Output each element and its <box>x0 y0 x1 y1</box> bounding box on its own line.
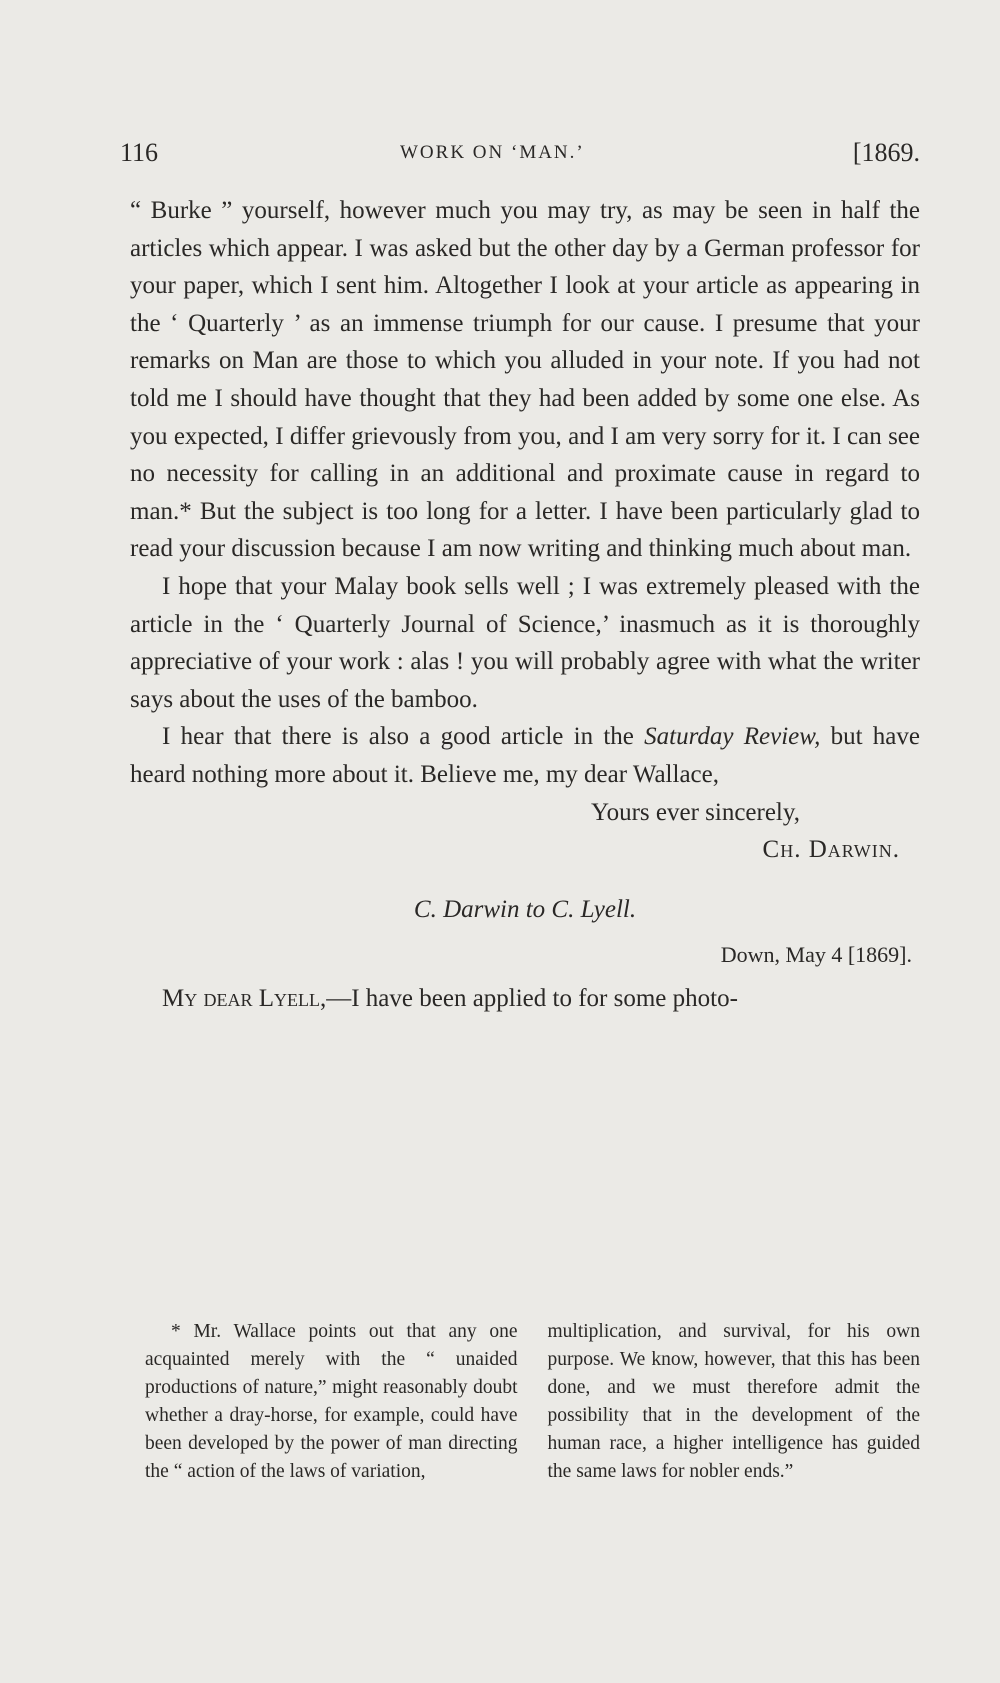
main-text <box>130 192 920 1017</box>
closing-phrase: Yours ever sincerely, <box>591 798 800 826</box>
opening-text: —I have been applied to for some photo- <box>326 984 738 1012</box>
paragraph-3 <box>130 718 920 793</box>
header-year: [1869. <box>852 138 920 167</box>
paragraph-3-start: I hear that there is also a good article in the <box>162 723 645 751</box>
page-header <box>120 138 920 178</box>
footnote-text-2: multiplication, and survival, for his own purpose. We know, however, that this has been done, and we must therefore admit the possibility that in the development of the human race, a higher intelligence has guided the same laws for nobler ends.” <box>547 1321 920 1482</box>
salutation: My dear Lyell, <box>162 984 327 1012</box>
letter-dateline: Down, May 4 [1869]. <box>720 942 912 968</box>
footnote-column-2 <box>548 1318 921 1486</box>
page-number: 116 <box>120 138 159 167</box>
letter-closing <box>130 794 920 869</box>
saturday-review-title: Saturday Review, <box>644 723 821 751</box>
paragraph-3-end: but have heard nothing more about it. Believe me, my dear Wallace, <box>130 723 921 788</box>
footnote-column-1 <box>145 1318 518 1486</box>
footnote-text-1: * Mr. Wallace points out that any one acquainted merely with the “ unaided productions of nature,” might reasonably doubt whether a dray-horse, for example, could have been developed by the power of man directing the “ action of the laws of variation, <box>145 1321 518 1482</box>
footnote <box>145 1318 920 1486</box>
paragraph-1: “ Burke ” yourself, however much you may try, as may be seen in half the articles which appear. I was asked but the other day by a German professor for your paper, which I sent him. Altogether I look at your article as appearing in the ‘ Quarterly ’ as an immense triumph for our cause. I presume that your remarks on Man are those to which you alluded in your note. If you had not told me I should have thought that they had been added by some one else. As you expected, I differ grievously from you, and I am very sorry for it. I can see no necessity for calling in an additional and proximate cause in regard to man.* But the subject is too long for a letter. I have been particularly glad to read your discussion because I am now writing and thinking much about man. <box>130 197 920 563</box>
signature: Ch. Darwin. <box>762 836 900 864</box>
letter-opening <box>130 980 920 1018</box>
paragraph-2: I hope that your Malay book sells well ; I was extremely pleased with the article in the ‘ Quarterly Journal of Science,’ inasmuch as it is thoroughly appreciative of your work : alas ! you will probably agree with what the writer says about the uses of the bamboo. <box>130 572 920 713</box>
letter-heading: C. Darwin to C. Lyell. <box>413 895 637 923</box>
running-head: WORK ON ‘MAN.’ <box>400 142 585 163</box>
